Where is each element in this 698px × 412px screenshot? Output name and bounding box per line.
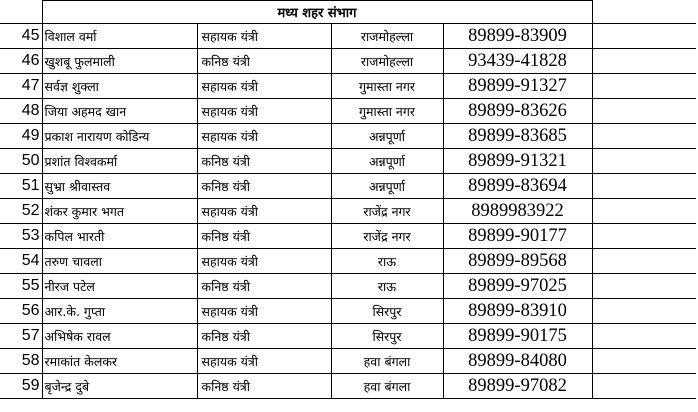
designation-cell[interactable]: कनिष्ठ यंत्री	[197, 149, 331, 174]
engineer-name-cell[interactable]: शंकर कुमार भगत	[42, 199, 197, 224]
phone-number-cell[interactable]: 89899-83909	[443, 24, 592, 49]
designation-cell[interactable]: सहायक यंत्री	[197, 74, 331, 99]
blank-cell[interactable]	[592, 274, 696, 299]
blank-cell[interactable]	[592, 49, 696, 74]
designation-cell[interactable]: कनिष्ठ यंत्री	[197, 174, 331, 199]
engineer-name-cell[interactable]: सर्वज्ञ शुक्ला	[42, 74, 197, 99]
area-cell[interactable]: राजेंद्र नगर	[331, 199, 443, 224]
blank-cell[interactable]	[592, 149, 696, 174]
blank-cell[interactable]	[592, 324, 696, 349]
title-blank-cell[interactable]	[592, 1, 696, 24]
designation-cell[interactable]: कनिष्ठ यंत्री	[197, 374, 331, 399]
designation-cell[interactable]: सहायक यंत्री	[197, 349, 331, 374]
area-cell[interactable]: हवा बंगला	[331, 349, 443, 374]
section-title[interactable]: मध्य शहर संभाग	[42, 1, 592, 24]
area-cell[interactable]: गुमास्ता नगर	[331, 74, 443, 99]
table-row	[0, 174, 696, 199]
phone-number-cell[interactable]: 89899-91321	[443, 149, 592, 174]
engineer-name-cell[interactable]: रमाकांत केलकर	[42, 349, 197, 374]
table-body	[0, 1, 696, 399]
engineer-name-cell[interactable]: तरुण चावला	[42, 249, 197, 274]
engineer-name-cell[interactable]: कपिल भारती	[42, 224, 197, 249]
engineer-name-cell[interactable]: आर.के. गुप्ता	[42, 299, 197, 324]
serial-number-cell[interactable]: 47	[0, 74, 42, 99]
area-cell[interactable]: अन्नपूर्णा	[331, 149, 443, 174]
engineer-name-cell[interactable]: प्रशांत विश्वकर्मा	[42, 149, 197, 174]
phone-number-cell[interactable]: 93439-41828	[443, 49, 592, 74]
area-cell[interactable]: सिरपुर	[331, 324, 443, 349]
serial-number-cell[interactable]: 53	[0, 224, 42, 249]
area-cell[interactable]: अन्नपूर्णा	[331, 124, 443, 149]
area-cell[interactable]: राऊ	[331, 249, 443, 274]
engineer-name-cell[interactable]: नीरज पटेल	[42, 274, 197, 299]
designation-cell[interactable]: कनिष्ठ यंत्री	[197, 224, 331, 249]
blank-cell[interactable]	[592, 249, 696, 274]
area-cell[interactable]: राजेंद्र नगर	[331, 224, 443, 249]
phone-number-cell[interactable]: 8989983922	[443, 199, 592, 224]
engineer-name-cell[interactable]: सुभ्रा श्रीवास्तव	[42, 174, 197, 199]
phone-number-cell[interactable]: 89899-97025	[443, 274, 592, 299]
designation-cell[interactable]: सहायक यंत्री	[197, 249, 331, 274]
table-row	[0, 224, 696, 249]
engineer-name-cell[interactable]: जिया अहमद खान	[42, 99, 197, 124]
blank-cell[interactable]	[592, 224, 696, 249]
blank-cell[interactable]	[592, 299, 696, 324]
designation-cell[interactable]: सहायक यंत्री	[197, 24, 331, 49]
phone-number-cell[interactable]: 89899-90177	[443, 224, 592, 249]
area-cell[interactable]: राजमोहल्ला	[331, 49, 443, 74]
designation-cell[interactable]: सहायक यंत्री	[197, 124, 331, 149]
blank-cell[interactable]	[592, 174, 696, 199]
blank-cell[interactable]	[592, 99, 696, 124]
designation-cell[interactable]: कनिष्ठ यंत्री	[197, 324, 331, 349]
designation-cell[interactable]: कनिष्ठ यंत्री	[197, 274, 331, 299]
serial-number-cell[interactable]: 45	[0, 24, 42, 49]
engineer-name-cell[interactable]: खुशबू फुलमाली	[42, 49, 197, 74]
area-cell[interactable]: राऊ	[331, 274, 443, 299]
designation-cell[interactable]: सहायक यंत्री	[197, 299, 331, 324]
serial-number-cell[interactable]: 52	[0, 199, 42, 224]
area-cell[interactable]: सिरपुर	[331, 299, 443, 324]
serial-number-cell[interactable]: 46	[0, 49, 42, 74]
table-row	[0, 24, 696, 49]
serial-number-cell[interactable]: 48	[0, 99, 42, 124]
table-row	[0, 124, 696, 149]
phone-number-cell[interactable]: 89899-83694	[443, 174, 592, 199]
area-cell[interactable]: हवा बंगला	[331, 374, 443, 399]
engineer-name-cell[interactable]: बृजेन्द्र दुबे	[42, 374, 197, 399]
table-row	[0, 374, 696, 399]
table-row	[0, 149, 696, 174]
blank-cell[interactable]	[592, 24, 696, 49]
area-cell[interactable]: राजमोहल्ला	[331, 24, 443, 49]
blank-cell[interactable]	[592, 374, 696, 399]
phone-number-cell[interactable]: 89899-83910	[443, 299, 592, 324]
serial-number-cell[interactable]: 57	[0, 324, 42, 349]
serial-number-cell[interactable]: 49	[0, 124, 42, 149]
table-row	[0, 199, 696, 224]
serial-number-cell[interactable]: 51	[0, 174, 42, 199]
designation-cell[interactable]: कनिष्ठ यंत्री	[197, 49, 331, 74]
blank-cell[interactable]	[592, 199, 696, 224]
blank-cell[interactable]	[592, 74, 696, 99]
table-row	[0, 249, 696, 274]
engineer-name-cell[interactable]: प्रकाश नारायण कोडिन्य	[42, 124, 197, 149]
table-row	[0, 274, 696, 299]
phone-number-cell[interactable]: 89899-84080	[443, 349, 592, 374]
serial-number-cell[interactable]: 58	[0, 349, 42, 374]
table-row	[0, 324, 696, 349]
serial-number-cell[interactable]: 56	[0, 299, 42, 324]
table-row	[0, 74, 696, 99]
area-cell[interactable]: गुमास्ता नगर	[331, 99, 443, 124]
engineer-name-cell[interactable]: अभिषेक रावल	[42, 324, 197, 349]
section-title-row	[0, 1, 696, 24]
blank-cell[interactable]	[592, 349, 696, 374]
phone-number-cell[interactable]: 89899-83685	[443, 124, 592, 149]
phone-number-cell[interactable]: 89899-91327	[443, 74, 592, 99]
blank-cell[interactable]	[592, 124, 696, 149]
serial-number-cell[interactable]: 55	[0, 274, 42, 299]
area-cell[interactable]: अन्नपूर्णा	[331, 174, 443, 199]
phone-number-cell[interactable]: 89899-90175	[443, 324, 592, 349]
table-row	[0, 49, 696, 74]
designation-cell[interactable]: सहायक यंत्री	[197, 199, 331, 224]
designation-cell[interactable]: सहायक यंत्री	[197, 99, 331, 124]
serial-number-cell[interactable]: 50	[0, 149, 42, 174]
phone-number-cell[interactable]: 89899-89568	[443, 249, 592, 274]
phone-number-cell[interactable]: 89899-83626	[443, 99, 592, 124]
engineer-name-cell[interactable]: विशाल वर्मा	[42, 24, 197, 49]
phone-number-cell[interactable]: 89899-97082	[443, 374, 592, 399]
serial-number-cell[interactable]: 59	[0, 374, 42, 399]
table-row	[0, 349, 696, 374]
table-row	[0, 299, 696, 324]
table-row	[0, 99, 696, 124]
serial-number-cell[interactable]: 54	[0, 249, 42, 274]
title-spacer-cell[interactable]	[0, 1, 42, 24]
